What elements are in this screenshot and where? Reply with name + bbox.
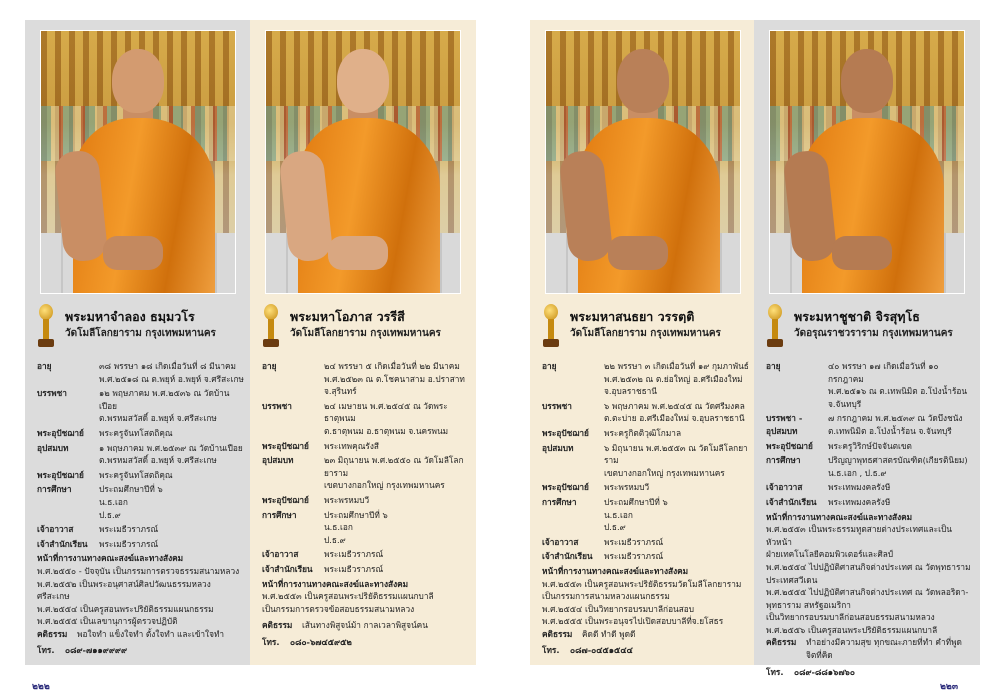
field-row: เจ้าอาวาส พระเมธีวราภรณ์ [37,524,159,535]
field-row: เจ้าสำนักเรียน พระเทพมงคลรังษี [766,496,891,507]
tel-row: โทร. ๐๘๙-๗๑๑๙๙๙๙ [37,645,128,656]
field-row: พระอุปัชฌาย์ พระครูวิริกษ์ปัจจันตเขต [766,440,912,451]
monk-card-1 [25,20,251,665]
field-row: เจ้าอาวาส พระเทพมงคลรังษี [766,482,891,493]
monk-name: พระมหาโอภาส วรรีสี [290,309,405,324]
emblem-icon [37,304,55,348]
motto-row: คติธรรม คิดดี ทำดี พูดดี [542,628,636,639]
field-row: การศึกษา ปริญญาพุทธศาสตรบัณฑิต(เกียรตินิยม) น.ธ.เอก , ป.ธ.๙ [766,455,968,478]
field-row: พระอุปัชฌาย์ พระครูกิตติวุฒิโกมาล [542,427,682,438]
monk-photo [265,30,461,294]
duty-item: พ.ศ.๒๕๕๕ ไปปฏิบัติศาสนกิจต่างประเทศ ณ วัดพลอริดา- พุทธาราม สหรัฐอเมริกา เป็นวิทยากรอบรมบาลีก่อนสอบธรรมสนามหลวง [766,587,969,623]
duty-item: พ.ศ.๒๕๕๐ - ปัจจุบัน เป็นกรรมการตรวจธรรมสนามหลวง [37,565,240,576]
monk-info [542,360,750,659]
field-row: อายุ ๒๒ พรรษา ๓ เกิดเมื่อวันที่ ๑๙ กุมภาพันธ์ พ.ศ.๒๕๓๒ ณ ต.ย่อใหญ่ อ.ศรีเมืองใหม่ จ.อุบลราชธานี [542,361,749,397]
field-row: เจ้าสำนักเรียน พระเมธีวราภรณ์ [262,563,384,574]
duties-title: หน้าที่การงานทางคณะสงฆ์และทางสังคม [542,565,689,576]
monk-temple: วัดโมลีโลกยาราม กรุงเทพมหานคร [570,328,721,339]
monk-info [766,360,974,680]
monk-name: พระมหาชูชาติ จิรสุทฺโธ [794,309,920,324]
field-row: อายุ ๓๘ พรรษา ๑๘ เกิดเมื่อวันที่ ๘ มีนาคม พ.ศ.๒๕๑๘ ณ ต.พยุห์ อ.พยุห์ จ.ศรีสะเกษ [37,361,244,384]
field-row: พระอุปัชฌาย์ พระครูจันทโสตถิคุณ [37,427,173,438]
monk-card-2 [250,20,476,665]
field-row: บรรพชา ๑๒ พฤษภาคม พ.ศ.๒๕๓๖ ณ วัดบ้านเปือย ต.พรหมสวัสดิ์ อ.พยุห์ จ.ศรีสะเกษ [37,388,230,424]
field-row: อุปสมบท ๒๓ มิถุนายน พ.ศ.๒๕๕๐ ณ วัดโมลีโลกยาราม เขตบางกอกใหญ่ กรุงเทพมหานคร [262,455,464,491]
duty-item: พ.ศ.๒๕๕๒ เป็นพระอนุศาสน์ศิลปวัฒนธรรมหลวง ศรีสะเกษ [37,578,211,602]
monk-name: พระมหาสนธยา วรรตฺติ [570,309,695,324]
monk-info [262,360,470,650]
duty-item: พ.ศ.๒๕๕๕ เป็นพระอนุจรไปเปิดสอบบาลีที่จ.ยโสธร [542,616,724,627]
duty-item: พ.ศ.๒๕๕๓ เป็นพระธรรมทูตสายต่างประเทศและเป็นหัวหน้า ฝ่ายเทคโนโลยีคอมพิวเตอร์และศิลป์ [766,524,952,560]
monk-photo [545,30,741,294]
duty-item: พ.ศ.๒๕๕๓ เป็นครูสอนพระปริยัติธรรมวัดโมลีโลกยาราม เป็นกรรมการสนามหลวงแผนกธรรม [542,578,742,602]
tel-row: โทร. ๐๘๗-๐๔๕๑๕๔๔ [542,645,633,656]
field-row: เจ้าสำนักเรียน พระเมธีวราภรณ์ [542,551,664,562]
motto-row: คติธรรม เส้นทางพิสูจน์ม้า กาลเวลาพิสูจน์คน [262,620,428,631]
monk-photo [40,30,236,294]
monk-card-3 [530,20,756,665]
tel-row: โทร. ๐๘๐-๖๗๔๕๙๕๒ [262,636,352,647]
page-number-right: ๒๒๓ [940,682,959,692]
duty-item: พ.ศ.๒๕๕๔ ไปปฏิบัติศาสนกิจต่างประเทศ ณ วัดพุทธาราม ประเทศสวีเดน [766,561,971,585]
field-row: พระอุปัชฌาย์ พระพรหมบวี [542,482,650,493]
field-row: บรรพชา - อุปสมบท ๗ กรกฎาคม พ.ศ.๒๕๓๙ ณ วัดบึงชนัง ต.เทพนิมิต อ.โป่งน้ำร้อน จ.จันทบุรี [766,413,963,436]
field-row: พระอุปัชฌาย์ พระพรหมบวี [262,494,370,505]
emblem-icon [766,304,784,348]
duty-item: พ.ศ.๒๕๕๖ เป็นครูสอนพระปริยัติธรรมแผนกบาลี [766,624,938,635]
field-row: อายุ ๔๐ พรรษา ๑๗ เกิดเมื่อวันที่ ๑๐ กรกฎาคม พ.ศ.๒๕๑๖ ณ ต.เทพนิมิต อ.โป่งน้ำร้อน จ.จันทบุรี [766,361,968,409]
monk-temple: วัดโมลีโลกยาราม กรุงเทพมหานคร [290,328,441,339]
motto-row: คติธรรม ทำอย่างมีความสุข ทุกขณะภายที่ทำ คำที่พูด จิตที่คิด [766,637,962,661]
field-row: เจ้าอาวาส พระเมธีวราภรณ์ [542,536,664,547]
field-row: อุปสมบท ๑ พฤษภาคม พ.ศ.๒๕๓๙ ณ วัดบ้านเปือย ต.พรหมสวัสดิ์ อ.พยุห์ จ.ศรีสะเกษ [37,442,243,466]
field-row: พระอุปัชฌาย์ พระครูจันทโสตถิคุณ [37,469,173,480]
field-row: พระอุปัชฌาย์ พระเทพคุณรังสี [262,440,379,451]
monk-name: พระมหาจำลอง ธมฺมวโร [65,309,195,324]
duty-item: พ.ศ.๒๕๕๔ เป็นครูสอนพระปริยัติธรรมแผนกธรรม [37,603,214,614]
monk-temple: วัดโมลีโลกยาราม กรุงเทพมหานคร [65,328,216,339]
field-row: อายุ ๒๔ พรรษา ๕ เกิดเมื่อวันที่ ๒๒ มีนาคม พ.ศ.๒๕๒๓ ณ ต.โชคนาสาม อ.ปราสาท จ.สุรินทร์ [262,361,465,397]
duty-item: พ.ศ.๒๕๕๕ เป็นเลขานุการผู้ตรวจปฏิบัติ [37,616,178,627]
field-row: การศึกษา ประถมศึกษาปีที่ ๖ น.ธ.เอก ป.ธ.๙ [542,496,668,533]
field-row: บรรพชา ๒๔ เมษายน พ.ศ.๒๕๔๕ ณ วัดพระธาตุพนม ต.ธาตุพนม อ.ธาตุพนม จ.นครพนม [262,400,449,436]
field-row: บรรพชา ๖ พฤษภาคม พ.ศ.๒๕๔๕ ณ วัดศรีมงคล ต.ตะบ่าย อ.ศรีเมืองใหม่ จ.อุบลราชธานี [542,400,745,424]
field-row: เจ้าสำนักเรียน พระเมธีวราภรณ์ [37,538,159,549]
duties-title: หน้าที่การงานทางคณะสงฆ์และทางสังคม [37,553,184,564]
monk-info [37,360,245,659]
tel-row: โทร. ๐๘๙-๘๘๑๖๗๖๐ [766,666,855,677]
page-number-left: ๒๒๒ [32,682,50,692]
monk-photo [769,30,965,294]
field-row: การศึกษา ประถมศึกษาปีที่ ๖ น.ธ.เอก ป.ธ.๙ [37,484,163,520]
duties-title: หน้าที่การงานทางคณะสงฆ์และทางสังคม [262,578,409,589]
emblem-icon [262,304,280,348]
field-row: เจ้าอาวาส พระเมธีวราภรณ์ [262,549,384,560]
motto-row: คติธรรม พอใจทำ แข็งใจทำ ตั้งใจทำ และเข้าใจทำ [37,628,225,639]
emblem-icon [542,304,560,348]
duties-title: หน้าที่การงานทางคณะสงฆ์และทางสังคม [766,511,913,522]
duty-item: พ.ศ.๒๕๕๓ เป็นครูสอนพระปริยัติธรรมแผนกบาลี เป็นกรรมการตรวจข้อสอบธรรมสนามหลวง [262,591,434,614]
field-row: อุปสมบท ๖ มิถุนายน พ.ศ.๒๕๕๓ ณ วัดโมลีโลกยาราม เขตบางกอกใหญ่ กรุงเทพมหานคร [542,442,748,478]
duty-item: พ.ศ.๒๕๕๔ เป็นวิทยากรอบรมบาลีก่อนสอบ [542,603,695,614]
monk-temple: วัดอรุณราชวราราม กรุงเทพมหานคร [794,328,953,339]
monk-card-4 [754,20,980,677]
field-row: การศึกษา ประถมศึกษาปีที่ ๖ น.ธ.เอก ป.ธ.๙ [262,509,388,545]
